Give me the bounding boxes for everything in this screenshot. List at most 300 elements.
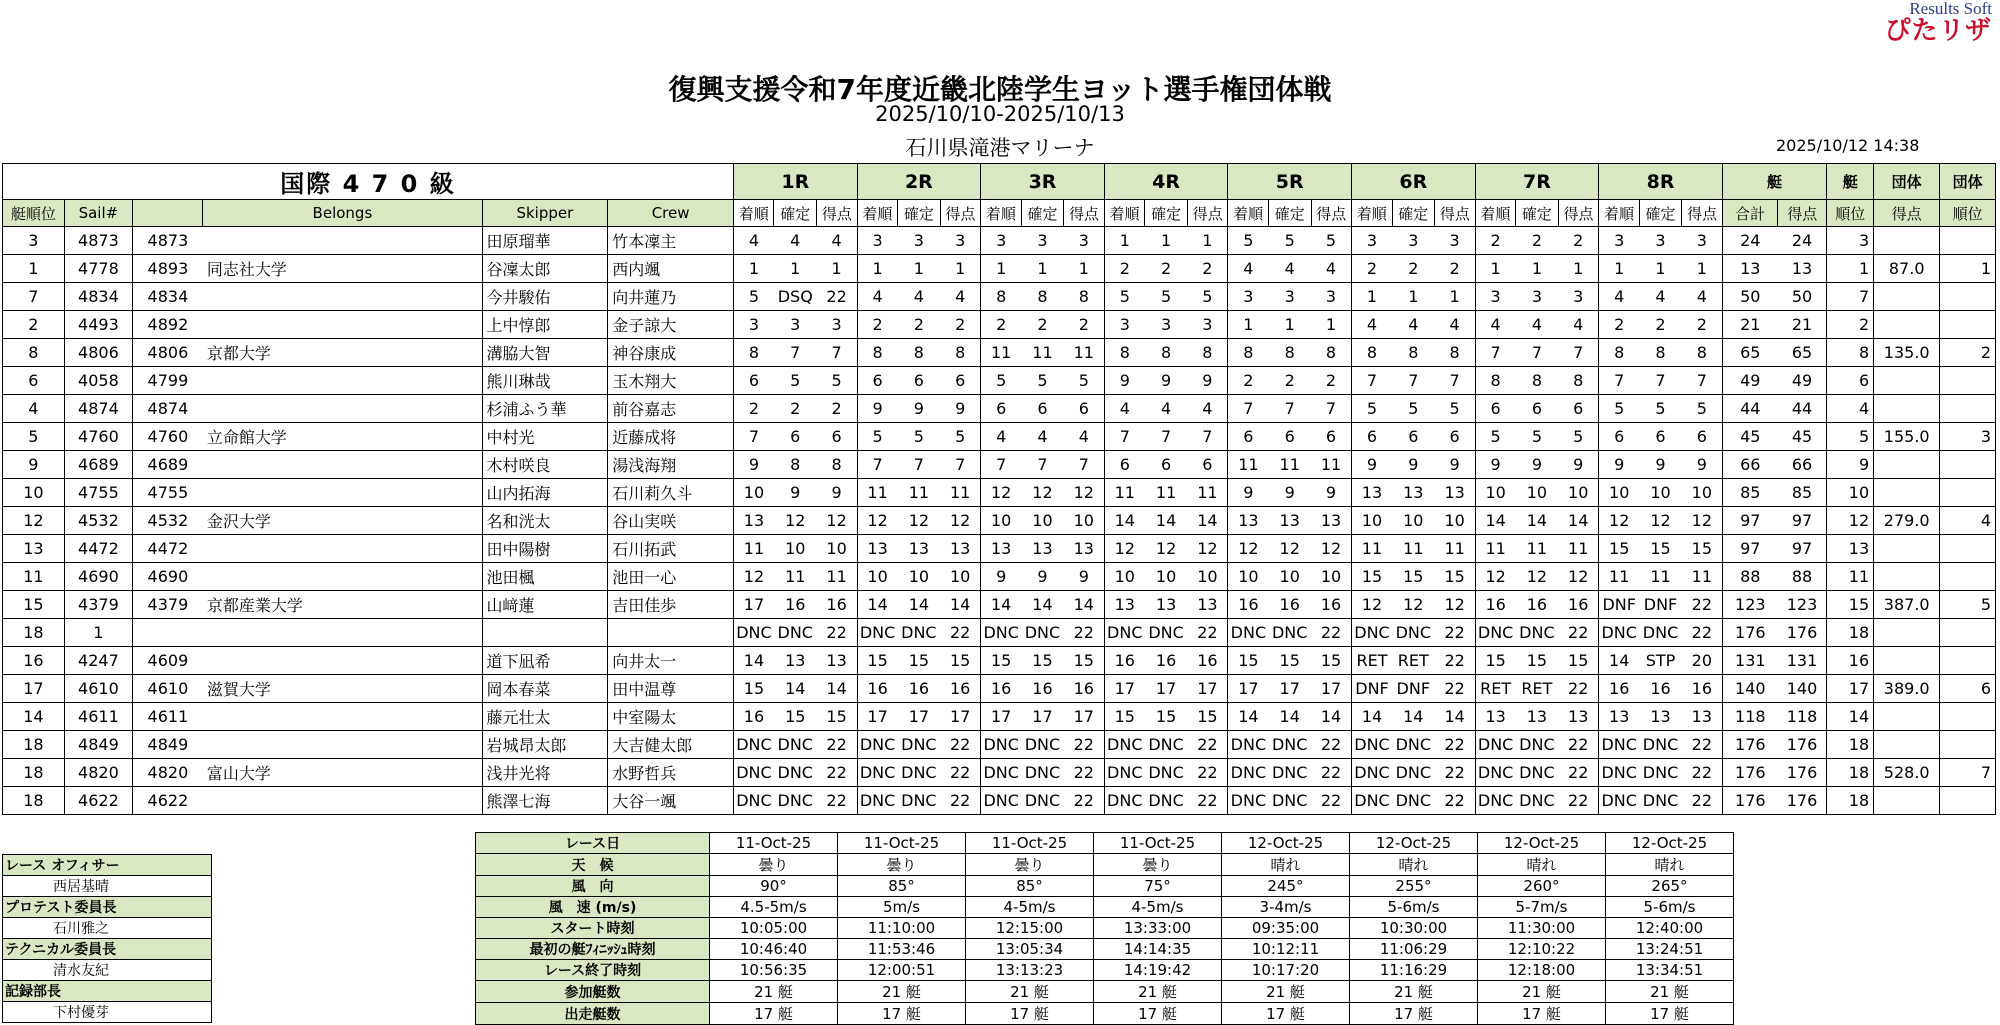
cell-confirm: 14 [1021,591,1064,619]
cell-confirm: DNC [1145,731,1188,759]
cell-team-points: 389.0 [1874,675,1940,703]
cell-points: 22 [817,731,858,759]
cell-confirm: 2 [1268,367,1311,395]
cell-confirm: 13 [898,535,941,563]
cell-confirm: 9 [1516,451,1559,479]
cell-points: 2 [817,395,858,423]
col-points: 得点 [817,200,858,227]
race-info-row [476,939,1734,960]
cell-sail: 4849 [64,731,132,759]
col-confirm: 確定 [1516,200,1559,227]
col-sail2 [132,200,202,227]
cell-points: 2 [1558,227,1599,255]
cell-finish: 13 [981,535,1021,563]
col-team-points: 得点 [1874,200,1940,227]
cell-confirm: 4 [1145,395,1188,423]
cell-points: 3 [1435,227,1476,255]
cell-sail2: 4834 [132,283,202,311]
cell-points: 10 [1435,507,1476,535]
cell-confirm: 2 [1392,255,1435,283]
results-table [2,163,1996,815]
cell-finish: 12 [1104,535,1144,563]
cell-finish: DNC [857,619,897,647]
cell-score: 123 [1778,591,1827,619]
cell-points: 2 [1187,255,1228,283]
cell-confirm: 3 [1392,227,1435,255]
cell-sail2: 4849 [132,731,202,759]
cell-points: 15 [1435,563,1476,591]
cell-crew: 大谷一颯 [608,787,734,815]
cell-team-rank: 3 [1940,423,1996,451]
race-info-value: 21 艇 [1606,981,1734,1003]
race-info-value: 10:56:35 [710,960,838,981]
cell-confirm: DNC [1392,787,1435,815]
cell-points: 10 [1187,563,1228,591]
cell-points: 10 [817,535,858,563]
race-info-label: レース日 [476,833,710,854]
cell-team-rank: 1 [1940,255,1996,283]
cell-finish: DNC [1352,759,1392,787]
cell-finish: 1 [1475,255,1515,283]
table-row [3,619,1996,647]
cell-finish: DNC [1228,759,1268,787]
cell-points: 22 [940,759,981,787]
col-points: 得点 [1064,200,1105,227]
cell-confirm: 1 [1021,255,1064,283]
cell-finish: 13 [1599,703,1639,731]
cell-finish: DNC [1228,619,1268,647]
cell-team-points [1874,311,1940,339]
cell-team-rank [1940,731,1996,759]
cell-boat-rank: 8 [1827,339,1874,367]
cell-skipper: 熊川琳哉 [482,367,608,395]
cell-finish: 8 [981,283,1021,311]
table-row [3,787,1996,815]
cell-skipper: 熊澤七海 [482,787,608,815]
cell-finish: DNC [733,619,773,647]
cell-finish: DNC [1599,619,1639,647]
cell-rank: 18 [3,759,65,787]
cell-points: 22 [1064,731,1105,759]
cell-confirm: 2 [1516,227,1559,255]
cell-crew: 近藤成将 [608,423,734,451]
cell-finish: 10 [1104,563,1144,591]
cell-rank: 16 [3,647,65,675]
cell-total: 44 [1722,395,1777,423]
cell-skipper: 山﨑蓮 [482,591,608,619]
cell-points: 5 [1064,367,1105,395]
boat-header: 艇 [1722,164,1826,200]
cell-finish: 11 [1599,563,1639,591]
race-info-value: 21 艇 [1222,981,1350,1003]
cell-sail: 4755 [64,479,132,507]
cell-points: 8 [940,339,981,367]
cell-confirm: DNC [774,731,817,759]
cell-team-rank [1940,619,1996,647]
officer-name-row [3,876,212,897]
cell-team-rank [1940,311,1996,339]
cell-points: 4 [1682,283,1723,311]
race-info-value: 12:00:51 [838,960,966,981]
cell-points: 16 [817,591,858,619]
officer-name-row [3,960,212,981]
race-info-value: 5m/s [838,897,966,918]
cell-points: 22 [940,619,981,647]
brand-logo [1885,0,1992,44]
race-info-value: 4-5m/s [1094,897,1222,918]
cell-finish: 11 [1228,451,1268,479]
cell-confirm: 8 [1516,367,1559,395]
cell-sail2: 4893 [132,255,202,283]
cell-total: 176 [1722,759,1777,787]
cell-points: 15 [1682,535,1723,563]
cell-finish: DNC [981,787,1021,815]
cell-finish: 4 [1599,283,1639,311]
cell-belongs [203,479,482,507]
cell-points: 22 [1682,759,1723,787]
cell-boat-rank: 15 [1827,591,1874,619]
race-info-row [476,833,1734,854]
cell-confirm: 12 [1145,535,1188,563]
cell-points: 10 [1682,479,1723,507]
cell-confirm: 10 [1021,507,1064,535]
cell-boat-rank: 1 [1827,255,1874,283]
cell-team-rank: 4 [1940,507,1996,535]
cell-confirm: 14 [1516,507,1559,535]
cell-rank: 14 [3,703,65,731]
race-info-row [476,876,1734,897]
race-info-value: 21 艇 [838,981,966,1003]
cell-confirm: DNC [1145,787,1188,815]
cell-points: 14 [1435,703,1476,731]
cell-finish: 13 [733,507,773,535]
cell-crew: 向井蓮乃 [608,283,734,311]
cell-points: 9 [817,479,858,507]
cell-sail2: 4760 [132,423,202,451]
cell-confirm: 15 [1268,647,1311,675]
cell-rank: 12 [3,507,65,535]
cell-crew: 前谷嘉志 [608,395,734,423]
cell-rank: 5 [3,423,65,451]
cell-points: 12 [1187,535,1228,563]
col-points: 得点 [1558,200,1599,227]
cell-team-rank [1940,647,1996,675]
cell-confirm: 4 [898,283,941,311]
cell-confirm: 13 [1268,507,1311,535]
cell-confirm: 1 [898,255,941,283]
cell-confirm: DNC [1021,731,1064,759]
event-dates: 2025/10/10-2025/10/13 [875,102,1125,126]
cell-confirm: 14 [898,591,941,619]
cell-finish: 10 [857,563,897,591]
cell-points: 15 [1558,647,1599,675]
cell-confirm: DNC [1639,787,1682,815]
cell-points: 1 [1435,283,1476,311]
col-crew: Crew [608,200,734,227]
cell-finish: DNC [857,759,897,787]
cell-points: 3 [1311,283,1352,311]
cell-skipper: 岩城昂太郎 [482,731,608,759]
cell-finish: 16 [1104,647,1144,675]
cell-finish: 1 [981,255,1021,283]
col-skipper: Skipper [482,200,608,227]
cell-points: 7 [1311,395,1352,423]
cell-confirm: 14 [1145,507,1188,535]
cell-points: 14 [1187,507,1228,535]
cell-sail: 4873 [64,227,132,255]
cell-finish: 15 [857,647,897,675]
cell-points: 22 [817,283,858,311]
cell-finish: 11 [981,339,1021,367]
col-confirm: 確定 [774,200,817,227]
cell-finish: 14 [1475,507,1515,535]
cell-confirm: 11 [898,479,941,507]
cell-sail: 4778 [64,255,132,283]
cell-boat-rank: 4 [1827,395,1874,423]
cell-team-rank: 7 [1940,759,1996,787]
cell-finish: 7 [1104,423,1144,451]
cell-finish: DNC [1599,787,1639,815]
cell-finish: 15 [1599,535,1639,563]
cell-finish: 9 [981,563,1021,591]
race-info-label: 最初の艇ﾌｨﾆｯｼｭ時刻 [476,939,710,960]
table-row [3,563,1996,591]
cell-rank: 8 [3,339,65,367]
cell-confirm: 15 [898,647,941,675]
race-info-value: 14:14:35 [1094,939,1222,960]
cell-finish: 12 [1599,507,1639,535]
cell-finish: 5 [1475,423,1515,451]
cell-confirm: 9 [1392,451,1435,479]
table-row [3,703,1996,731]
cell-points: 9 [1558,451,1599,479]
cell-sail: 1 [64,619,132,647]
cell-sail2: 4806 [132,339,202,367]
cell-confirm: 7 [1021,451,1064,479]
cell-confirm: 16 [1145,647,1188,675]
cell-points: 14 [1558,507,1599,535]
cell-finish: 16 [1475,591,1515,619]
cell-rank: 1 [3,255,65,283]
cell-finish: 11 [1475,535,1515,563]
cell-confirm: 9 [1145,367,1188,395]
cell-total: 88 [1722,563,1777,591]
cell-points: 9 [1064,563,1105,591]
cell-confirm: DNC [1639,759,1682,787]
cell-team-points [1874,787,1940,815]
cell-team-rank [1940,283,1996,311]
cell-crew: 吉田佳歩 [608,591,734,619]
cell-finish: 3 [1475,283,1515,311]
cell-finish: DNC [1352,731,1392,759]
cell-finish: 4 [981,423,1021,451]
cell-crew: 石川拓武 [608,535,734,563]
cell-confirm: 12 [774,507,817,535]
cell-points: 12 [940,507,981,535]
cell-finish: 7 [1599,367,1639,395]
race-info-value: 11:30:00 [1478,918,1606,939]
cell-finish: 6 [1104,451,1144,479]
race-header: 5R [1228,164,1352,200]
cell-total: 176 [1722,787,1777,815]
cell-points: 20 [1682,647,1723,675]
col-confirm: 確定 [1639,200,1682,227]
cell-confirm: 8 [1639,339,1682,367]
race-header: 4R [1104,164,1228,200]
officer-role-row [3,897,212,918]
cell-team-rank [1940,703,1996,731]
cell-confirm: DNC [1516,787,1559,815]
cell-belongs [203,311,482,339]
cell-total: 85 [1722,479,1777,507]
cell-sail: 4874 [64,395,132,423]
race-info-value: 10:12:11 [1222,939,1350,960]
cell-finish: 1 [1228,311,1268,339]
cell-confirm: 8 [774,451,817,479]
cell-score: 97 [1778,535,1827,563]
cell-finish: 16 [857,675,897,703]
cell-rank: 15 [3,591,65,619]
cell-points: 22 [1064,787,1105,815]
cell-points: 22 [1311,731,1352,759]
cell-sail2: 4690 [132,563,202,591]
cell-confirm: DNF [1639,591,1682,619]
cell-confirm: 16 [898,675,941,703]
cell-points: 22 [817,619,858,647]
cell-confirm: DNC [1268,619,1311,647]
cell-finish: 13 [1104,591,1144,619]
cell-confirm: 4 [1392,311,1435,339]
cell-finish: 3 [733,311,773,339]
cell-points: 22 [1558,787,1599,815]
race-info-value: 12:10:22 [1478,939,1606,960]
race-info-value: 260° [1478,876,1606,897]
cell-belongs: 金沢大学 [203,507,482,535]
col-confirm: 確定 [1021,200,1064,227]
cell-finish: 12 [981,479,1021,507]
cell-total: 66 [1722,451,1777,479]
cell-finish: DNC [1475,787,1515,815]
table-row [3,451,1996,479]
header-row-races [3,164,1996,200]
cell-finish: 4 [1228,255,1268,283]
cell-confirm: 12 [898,507,941,535]
cell-crew: 竹本凜主 [608,227,734,255]
cell-belongs [203,731,482,759]
col-confirm: 確定 [898,200,941,227]
cell-crew: 谷山実咲 [608,507,734,535]
cell-total: 24 [1722,227,1777,255]
cell-finish: 2 [1352,255,1392,283]
cell-belongs: 滋賀大学 [203,675,482,703]
cell-points: 22 [1558,759,1599,787]
cell-finish: DNC [1104,731,1144,759]
cell-points: 6 [817,423,858,451]
cell-finish: 15 [1104,703,1144,731]
cell-skipper: 今井駿佑 [482,283,608,311]
cell-confirm: 11 [1268,451,1311,479]
race-info-label: 風 速 (m/s) [476,897,710,918]
cell-finish: DNC [1104,619,1144,647]
cell-finish: 16 [1599,675,1639,703]
class-label: 国際 4 7 0 級 [3,164,734,200]
cell-finish: 9 [1228,479,1268,507]
table-row [3,227,1996,255]
cell-confirm: 16 [1639,675,1682,703]
cell-finish: 14 [857,591,897,619]
cell-crew: 水野哲兵 [608,759,734,787]
cell-confirm: 17 [1268,675,1311,703]
cell-team-rank: 2 [1940,339,1996,367]
cell-boat-rank: 3 [1827,227,1874,255]
table-row [3,675,1996,703]
cell-sail: 4493 [64,311,132,339]
cell-points: 3 [940,227,981,255]
cell-confirm: DNC [1516,619,1559,647]
cell-points: 22 [1187,787,1228,815]
cell-sail: 4611 [64,703,132,731]
cell-finish: 8 [1475,367,1515,395]
cell-confirm: DNC [898,731,941,759]
cell-team-points: 135.0 [1874,339,1940,367]
race-info-value: 265° [1606,876,1734,897]
cell-boat-rank: 14 [1827,703,1874,731]
cell-points: 3 [1558,283,1599,311]
cell-confirm: 7 [1639,367,1682,395]
cell-skipper: 田中陽樹 [482,535,608,563]
race-info-value: 11-Oct-25 [710,833,838,854]
cell-points: 2 [940,311,981,339]
cell-sail2: 4532 [132,507,202,535]
cell-finish: DNC [1475,759,1515,787]
col-confirm: 確定 [1268,200,1311,227]
cell-finish: 4 [1352,311,1392,339]
cell-finish: 10 [1352,507,1392,535]
cell-finish: 1 [1352,283,1392,311]
cell-points: 11 [940,479,981,507]
cell-points: 6 [1682,423,1723,451]
cell-confirm: 5 [1516,423,1559,451]
brand-top-text: Results Soft [1909,0,1992,18]
cell-finish: 2 [981,311,1021,339]
cell-finish: 12 [857,507,897,535]
cell-confirm: 3 [774,311,817,339]
cell-finish: 4 [733,227,773,255]
cell-finish: 8 [1228,339,1268,367]
cell-points: 16 [1187,647,1228,675]
cell-score: 131 [1778,647,1827,675]
cell-crew: 神谷康成 [608,339,734,367]
cell-confirm: 2 [774,395,817,423]
cell-finish: 2 [1475,227,1515,255]
cell-finish: 14 [733,647,773,675]
cell-points: 15 [817,703,858,731]
cell-finish: DNC [1228,731,1268,759]
cell-confirm: 5 [774,367,817,395]
cell-boat-rank: 9 [1827,451,1874,479]
cell-skipper: 田原瑠華 [482,227,608,255]
cell-finish: 12 [1475,563,1515,591]
cell-points: 1 [817,255,858,283]
cell-boat-rank: 2 [1827,311,1874,339]
cell-points: 22 [1187,731,1228,759]
cell-points: 10 [1311,563,1352,591]
cell-points: 3 [817,311,858,339]
cell-points: 12 [1435,591,1476,619]
cell-team-points [1874,479,1940,507]
cell-belongs [203,367,482,395]
cell-boat-rank: 18 [1827,759,1874,787]
